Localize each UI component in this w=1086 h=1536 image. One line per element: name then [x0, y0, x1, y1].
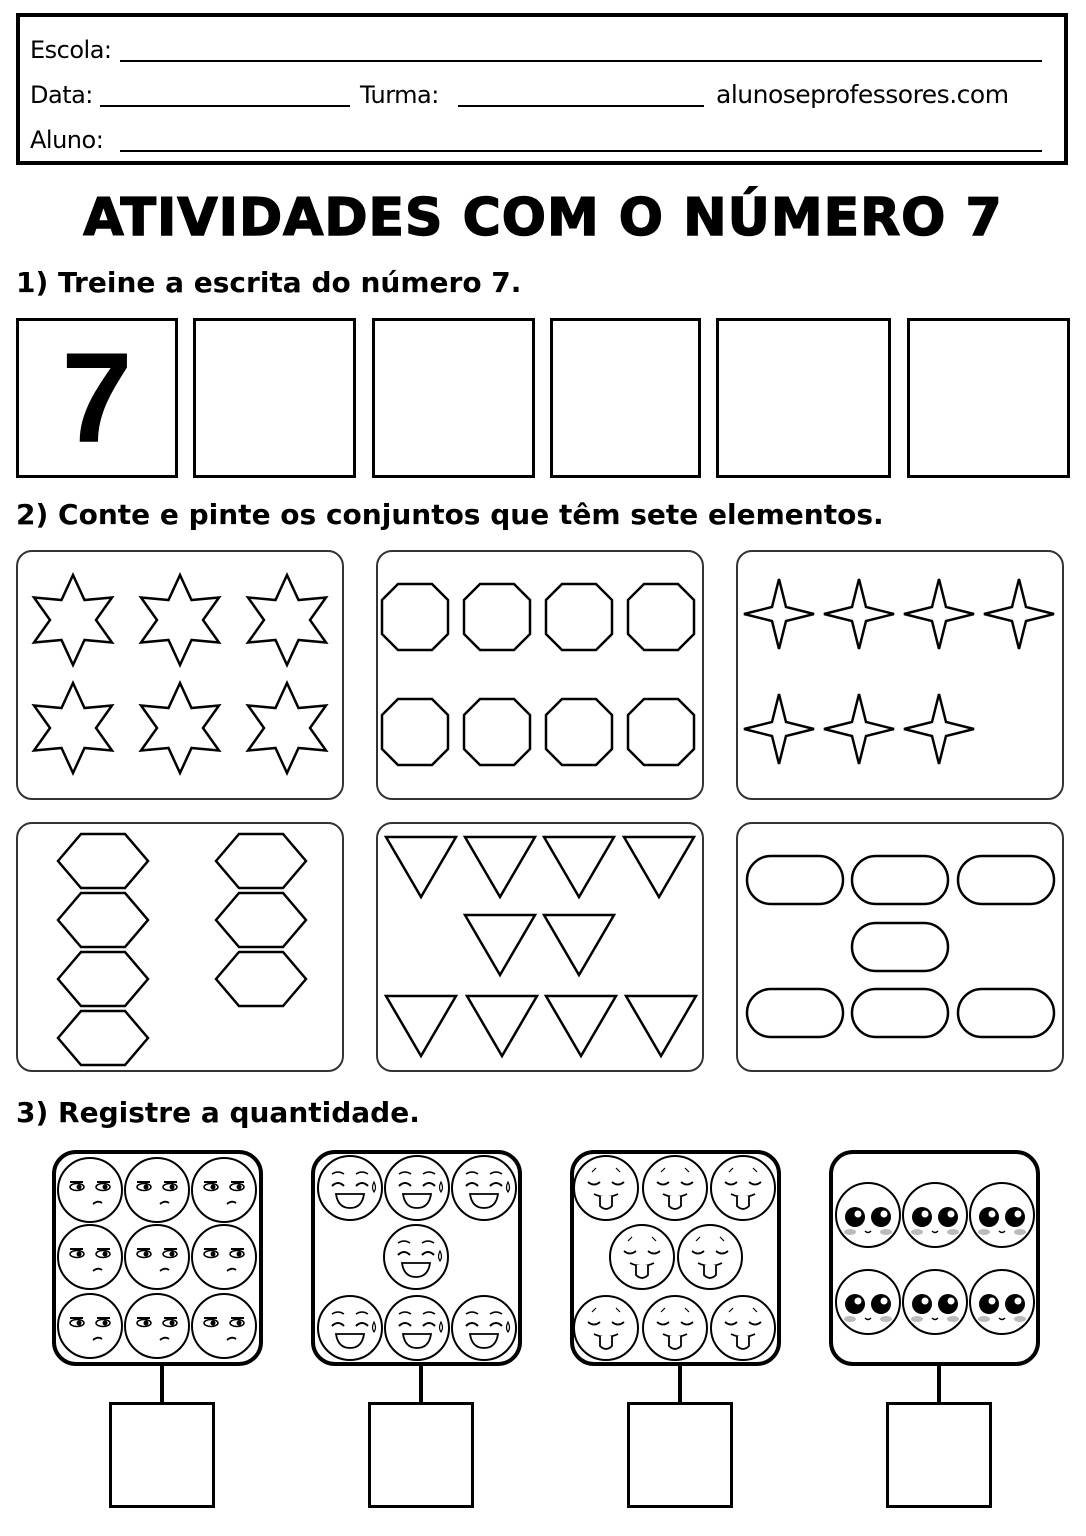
hexagon-icon — [216, 834, 306, 888]
connector-line — [937, 1366, 941, 1404]
digit-seven: 7 — [61, 326, 133, 470]
octagon-icon — [382, 699, 448, 765]
pill-icon — [852, 856, 948, 904]
question-3: 3) Registre a quantidade. — [16, 1096, 420, 1129]
six-point-star-icon — [141, 683, 219, 773]
face-group-box — [570, 1150, 781, 1366]
question-2: 2) Conte e pinte os conjuntos que têm sete elementos. — [16, 498, 884, 531]
pill-icon — [747, 989, 843, 1037]
octagon-icon — [628, 699, 694, 765]
octagon-icon — [546, 699, 612, 765]
triangle-icon — [465, 837, 535, 897]
six-point-star-icon — [141, 575, 219, 665]
pill-icon — [958, 989, 1054, 1037]
pill-icon — [747, 856, 843, 904]
answer-box[interactable] — [627, 1402, 733, 1508]
hexagon-icon — [216, 952, 306, 1006]
page-title: ATIVIDADES COM O NÚMERO 7 — [83, 188, 1003, 248]
octagon-icon — [382, 584, 448, 650]
face-group-box — [311, 1150, 522, 1366]
pill-icon — [958, 856, 1054, 904]
six-point-star-icon — [34, 683, 112, 773]
pill-icon — [852, 989, 948, 1037]
four-point-star-icon — [824, 579, 894, 649]
school-label: Escola: — [30, 36, 112, 64]
four-point-star-icon — [744, 579, 814, 649]
octagon-icon — [628, 584, 694, 650]
hexagon-icon — [58, 1011, 148, 1065]
triangle-icon — [544, 915, 614, 975]
four-point-star-icon — [904, 694, 974, 764]
six-point-star-icon — [34, 575, 112, 665]
hexagon-icon — [216, 893, 306, 947]
triangle-icon — [626, 996, 696, 1056]
triangle-icon — [624, 837, 694, 897]
face-group-box — [829, 1150, 1040, 1366]
connector-line — [160, 1366, 164, 1404]
face-group-box — [52, 1150, 263, 1366]
four-point-star-icon — [824, 694, 894, 764]
octagon-icon — [464, 699, 530, 765]
triangle-icon — [544, 837, 614, 897]
four-point-star-icon — [984, 579, 1054, 649]
six-point-star-icon — [248, 683, 326, 773]
four-point-star-icon — [904, 579, 974, 649]
answer-box[interactable] — [109, 1402, 215, 1508]
triangle-icon — [386, 837, 456, 897]
triangle-icon — [465, 915, 535, 975]
connector-line — [419, 1366, 423, 1404]
answer-box[interactable] — [368, 1402, 474, 1508]
triangle-icon — [467, 996, 537, 1056]
student-label: Aluno: — [30, 126, 104, 154]
six-point-star-icon — [248, 575, 326, 665]
connector-line — [678, 1366, 682, 1404]
question-1: 1) Treine a escrita do número 7. — [16, 266, 522, 299]
triangle-icon — [546, 996, 616, 1056]
octagon-icon — [464, 584, 530, 650]
hexagon-icon — [58, 834, 148, 888]
triangle-icon — [386, 996, 456, 1056]
hexagon-icon — [58, 893, 148, 947]
answer-box[interactable] — [886, 1402, 992, 1508]
date-label: Data: — [30, 81, 93, 109]
hexagon-icon — [58, 952, 148, 1006]
class-label: Turma: — [360, 81, 439, 109]
octagon-icon — [546, 584, 612, 650]
four-point-star-icon — [744, 694, 814, 764]
website-text: alunoseprofessores.com — [716, 80, 1009, 109]
pill-icon — [852, 923, 948, 971]
